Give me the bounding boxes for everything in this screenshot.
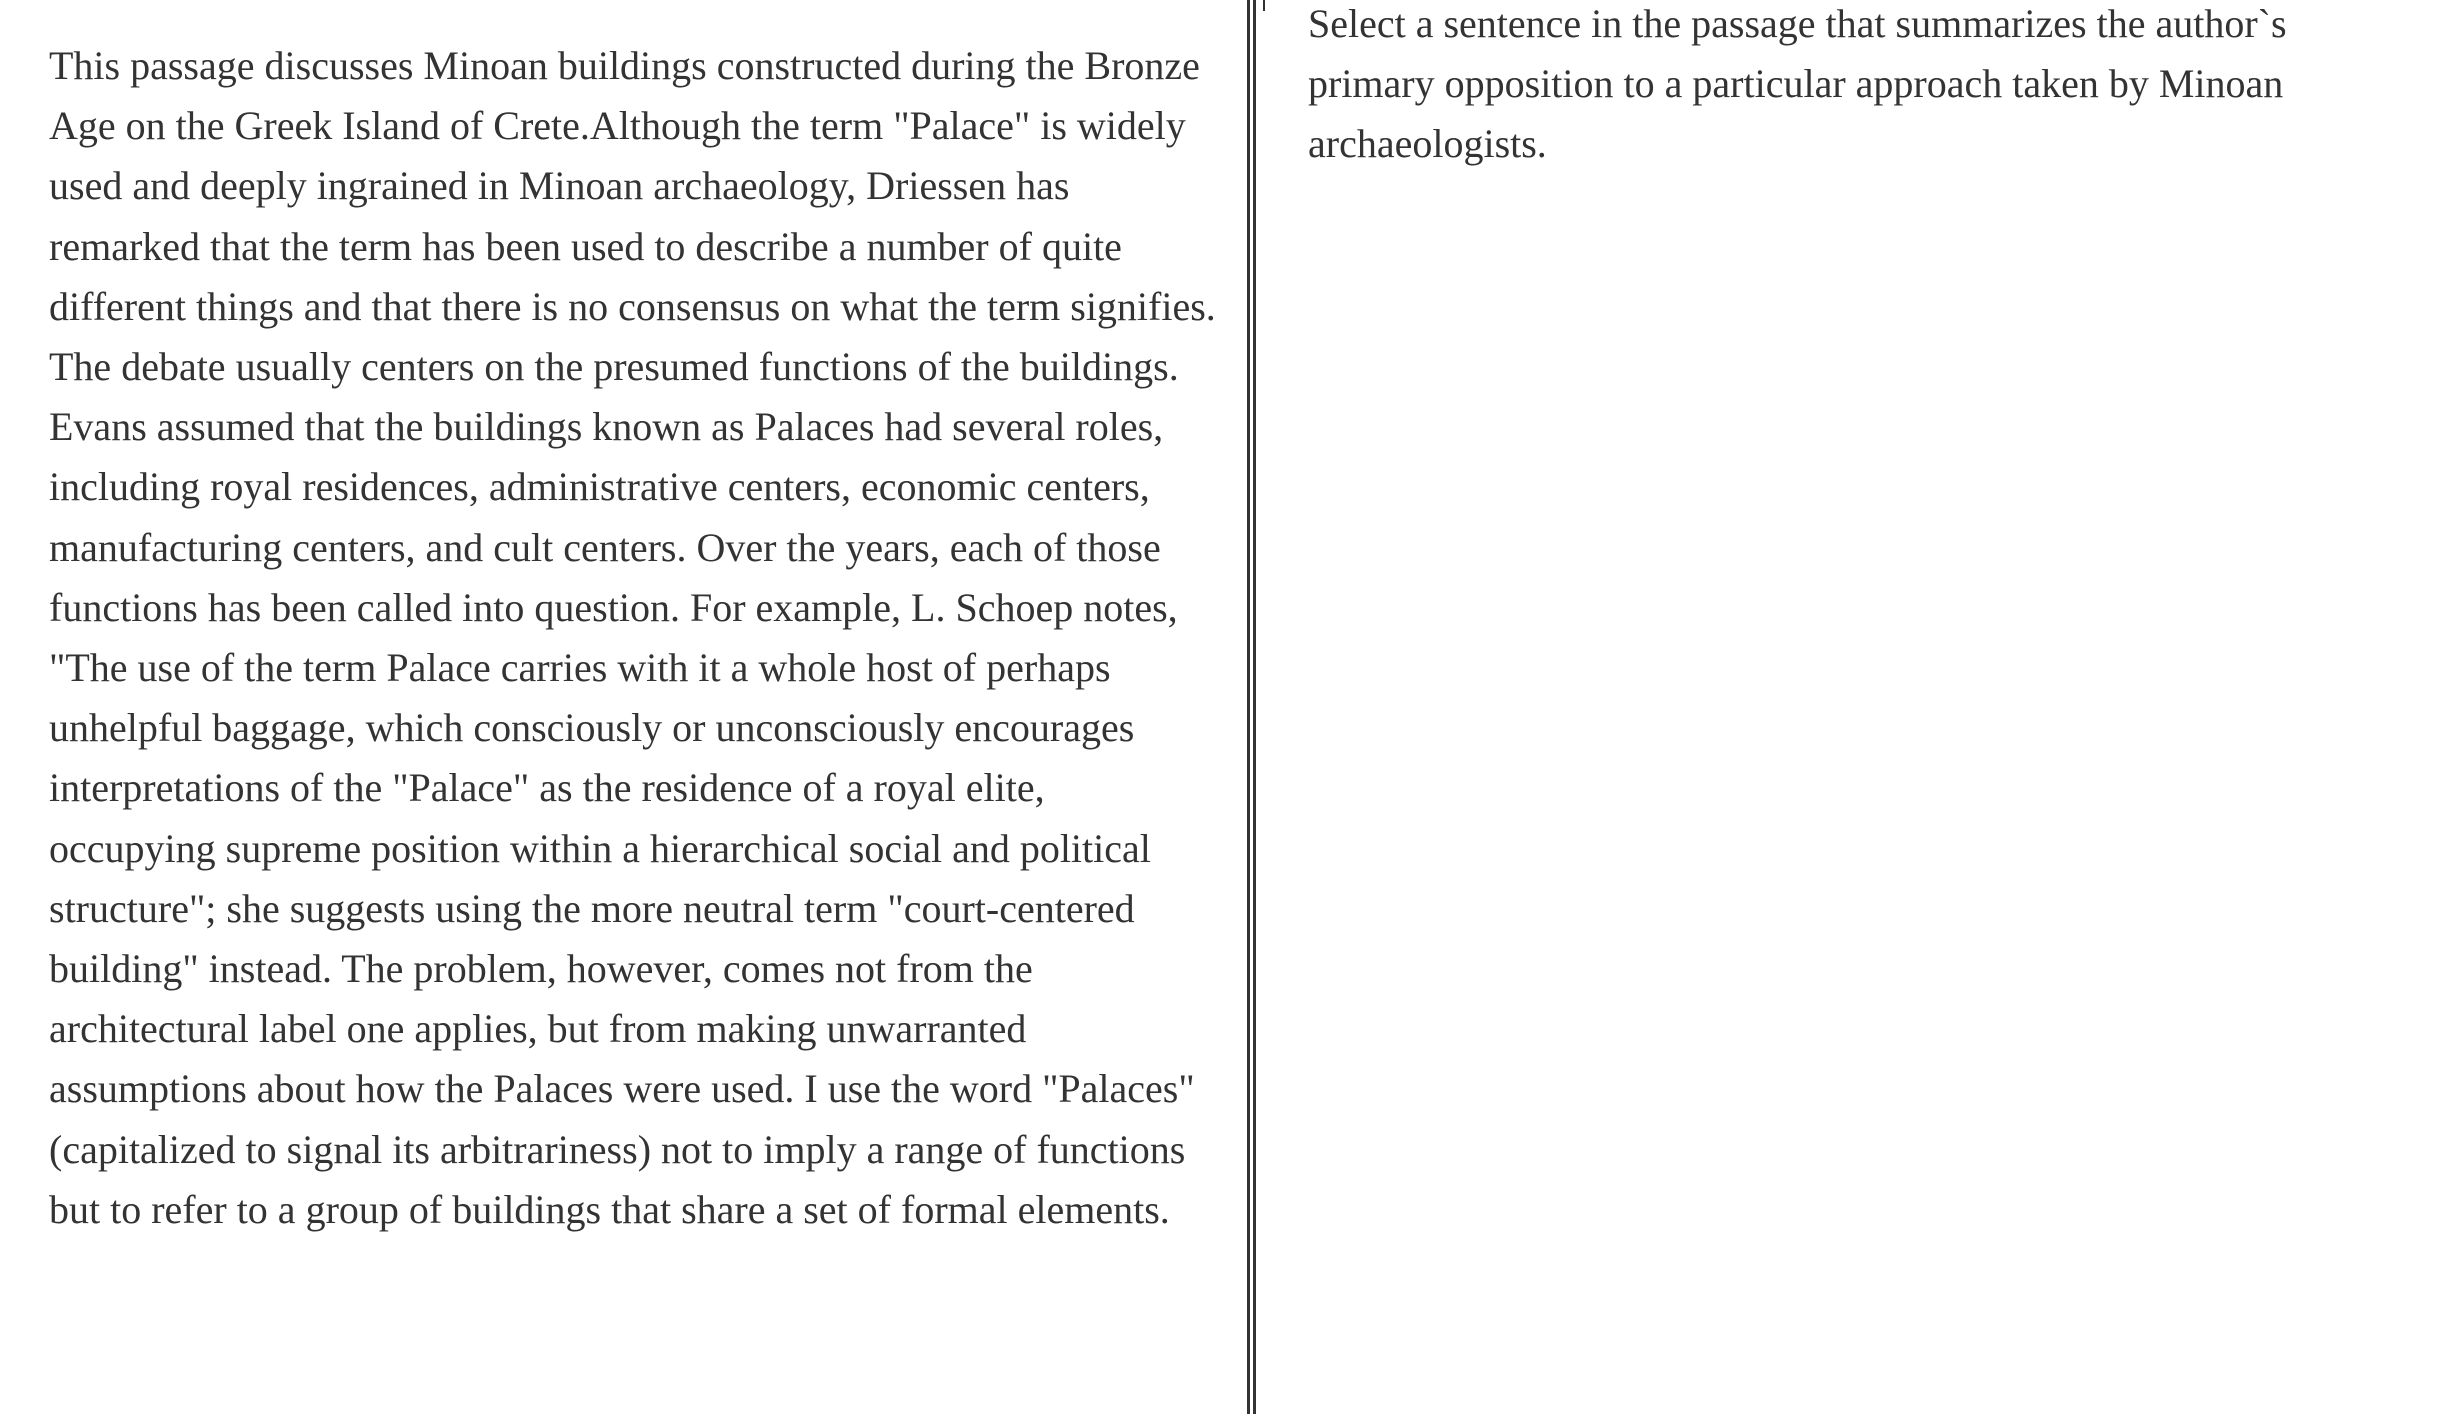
passage-text[interactable]: This passage discusses Minoan buildings constructed during the Bronze Age on the Greek Island of Crete.Although the term "Palace" is widely used and deeply ingrained in Minoan archaeology, Driessen has remarked that the term has been used to describe a number of quite different things and that there is no consensus on what the term signifies. The debate usually centers on the presumed functions of the buildings. Evans assumed that the buildings known as Palaces had several roles, including royal residences, administrative centers, economic centers, manufacturing centers, and cult centers. Over the years, each of those functions has been called into question. For example, L. Schoep notes, "The use of the term Palace carries with it a whole host of perhaps unhelpful baggage, which consciously or unconsciously encourages interpretations of the "Palace" as the residence of a royal elite, occupying supreme position within a hierarchical social and political structure"; she suggests using the more neutral term "court-centered building" instead. The problem, however, comes not from the architectural label one applies, but from making unwarranted assumptions about how the Palaces were used. I use the word "Palaces" (capitalized to signal its arbitrariness) not to imply a range of functions but to refer to a group of buildings that share a set of formal elements. xyxy=(49,43,1216,1232)
question-prompt: Select a sentence in the passage that summarizes the author`s primary opposition to a particular approach taken by Minoan archaeologists. xyxy=(1308,1,2287,167)
pane-divider[interactable] xyxy=(1247,0,1256,1414)
question-pane xyxy=(1256,0,2445,1414)
